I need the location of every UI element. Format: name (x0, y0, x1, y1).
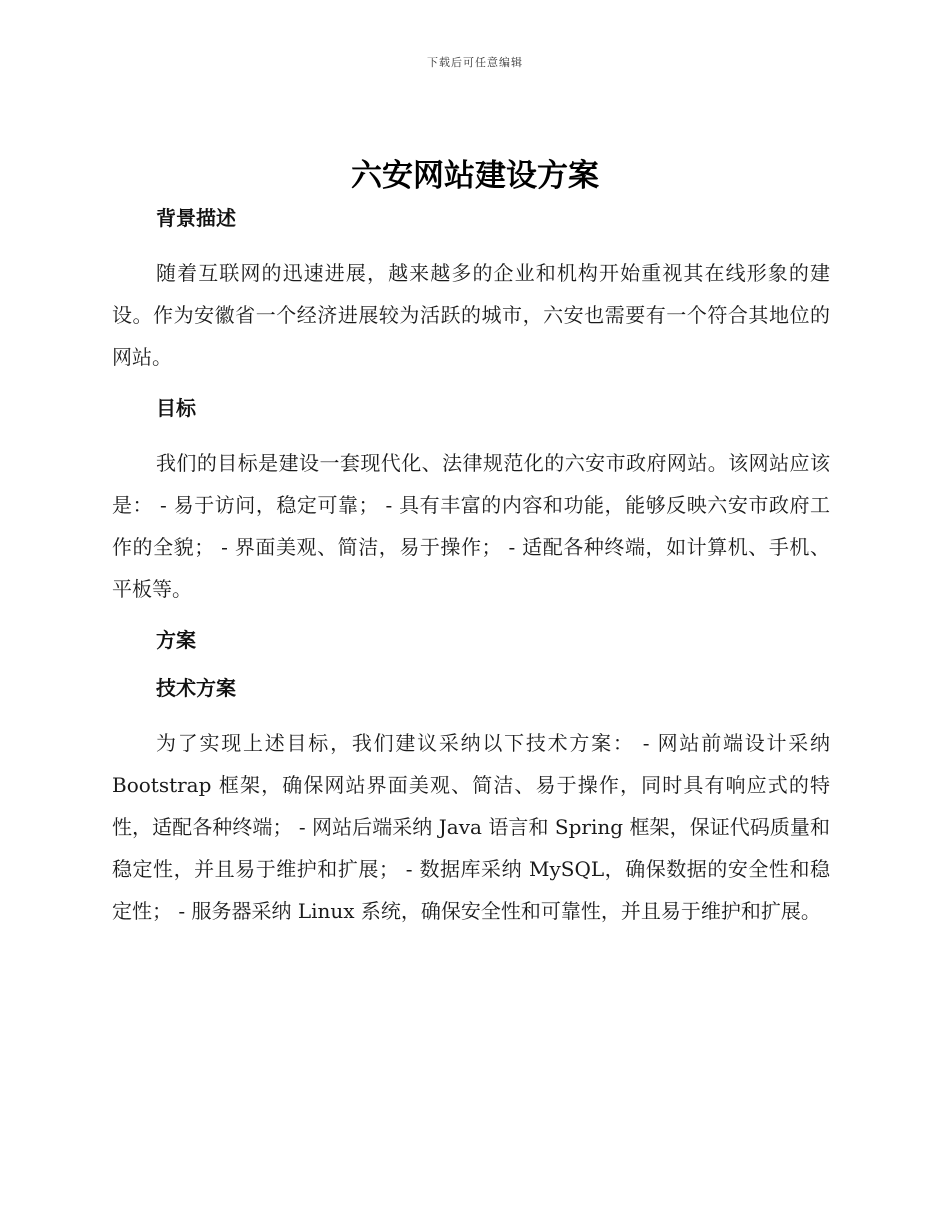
document-body (112, 202, 830, 932)
spacer (112, 704, 830, 722)
heading-plan: 方案 (156, 628, 196, 652)
spacer (112, 424, 830, 442)
spacer (112, 234, 830, 252)
page-header-note: 下载后可任意编辑 (427, 56, 523, 69)
spacer (112, 656, 830, 672)
heading-background: 背景描述 (156, 206, 236, 230)
spacer (112, 610, 830, 624)
paragraph-tech-plan: 为了实现上述目标，我们建议采纳以下技术方案： - 网站前端设计采纳 Bootstrap 框架，确保网站界面美观、简洁、易于操作，同时具有响应式的特性，适配各种终端； - 网站后端采纳 Java 语言和 Spring 框架，保证代码质量和稳定性，并且易于维护和扩展； - 数据库采纳 MySQL，确保数据的安全性和稳定性； - 服务器采纳 Linux 系统，确保安全性和可靠性，并且易于维护和扩展。 (112, 731, 830, 923)
heading-tech-plan: 技术方案 (156, 676, 236, 700)
spacer (112, 378, 830, 392)
paragraph-goal: 我们的目标是建设一套现代化、法律规范化的六安市政府网站。该网站应该是： - 易于访问，稳定可靠； - 具有丰富的内容和功能，能够反映六安市政府工作的全貌； - 界面美观、简洁，易于操作； - 适配各种终端，如计算机、手机、平板等。 (112, 451, 830, 601)
paragraph-background: 随着互联网的迅速进展，越来越多的企业和机构开始重视其在线形象的建设。作为安徽省一个经济进展较为活跃的城市，六安也需要有一个符合其地位的网站。 (112, 261, 830, 369)
document-title: 六安网站建设方案 (351, 158, 599, 194)
heading-goal: 目标 (156, 396, 196, 420)
